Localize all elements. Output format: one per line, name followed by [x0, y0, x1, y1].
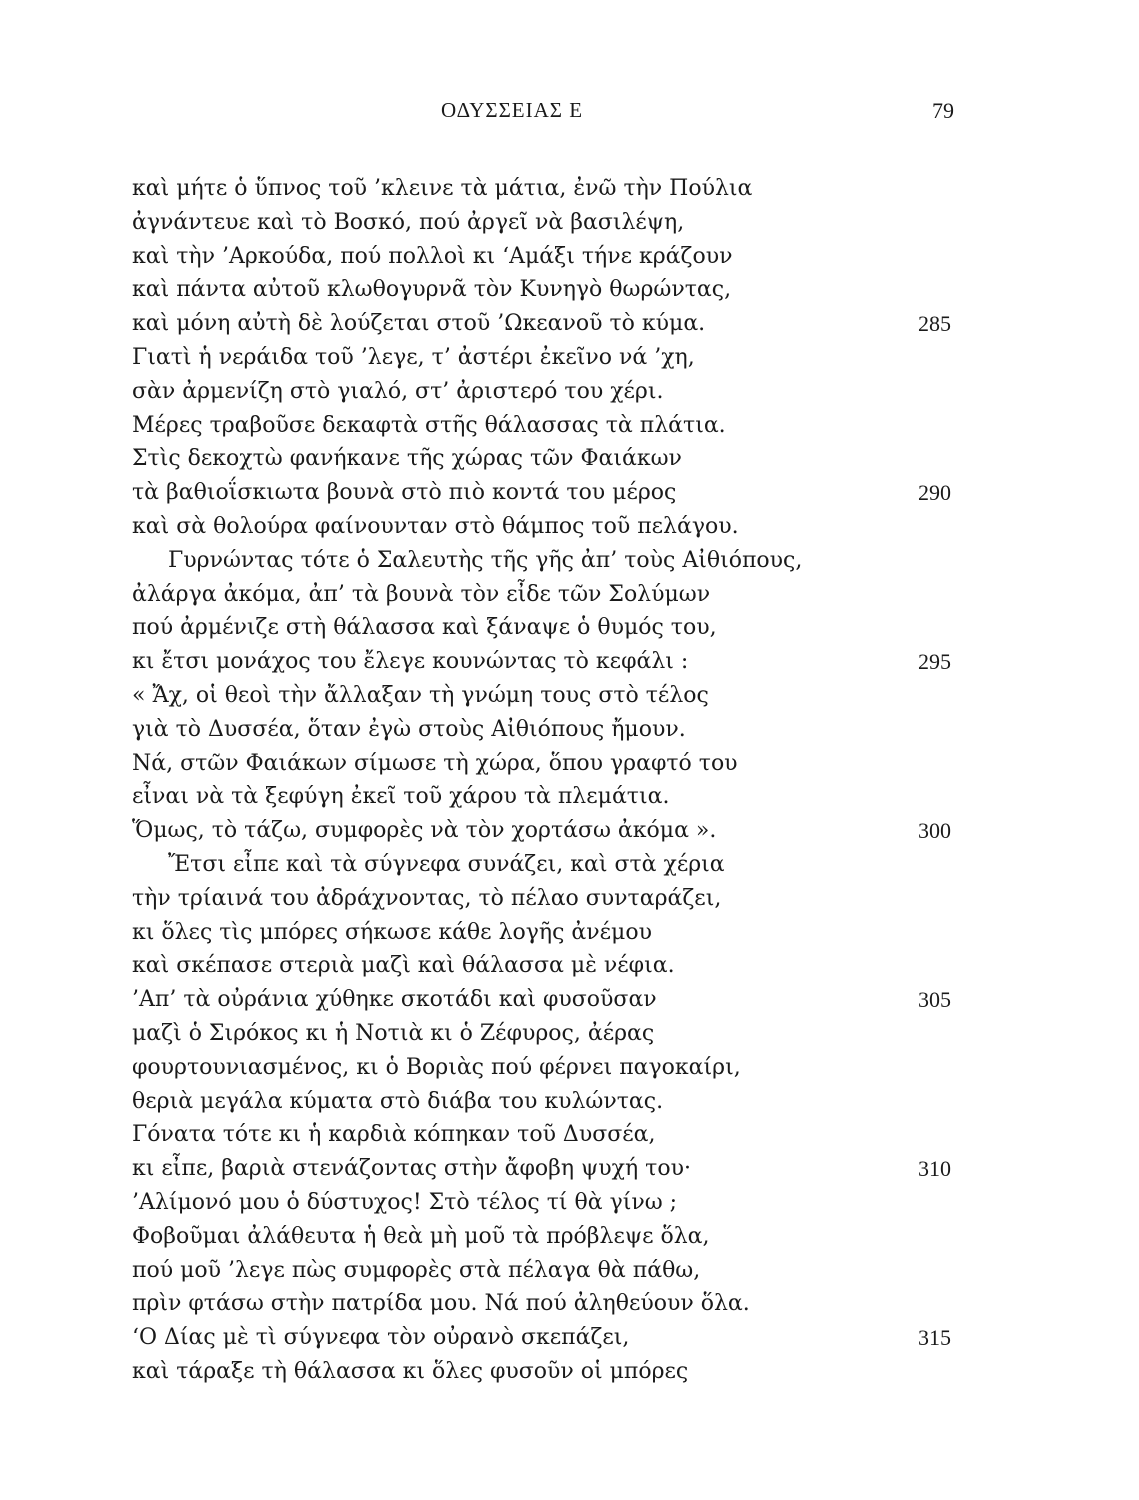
verse-line	[132, 1254, 982, 1288]
verse-text: ἀγνάντευε καὶ τὸ Βοσκό, πού ἀργεῖ νὰ βασιλέψη,	[132, 209, 685, 235]
verse-text: τὴν τρίαινά του ἀδράχνοντας, τὸ πέλαο συνταράζει,	[132, 885, 722, 911]
verse-line	[132, 341, 982, 375]
verse-line	[132, 713, 982, 747]
verse-text: ἀλάργα ἀκόμα, ἀπ’ τὰ βουνὰ τὸν εἶδε τῶν Σολύμων	[132, 581, 711, 607]
verse-line	[132, 409, 982, 443]
verse-text: καὶ τάραξε τὴ θάλασσα κι ὅλες φυσοῦν οἱ μπόρες	[132, 1358, 689, 1384]
verse-text: « Ἄχ, οἱ θεοὶ τὴν ἄλλαξαν τὴ γνώμη τους στὸ τέλος	[132, 682, 709, 708]
line-number: 300	[918, 818, 951, 844]
verse-text: ‘Ο Δίας μὲ τὶ σύγνεφα τὸν οὐρανὸ σκεπάζει,	[132, 1325, 630, 1351]
verse-text: κι εἶπε, βαριὰ στενάζοντας στὴν ἄφοβη ψυχή του·	[132, 1156, 691, 1182]
verse-text: πρὶν φτάσω στὴν πατρίδα μου. Νά πού ἀληθεύουν ὅλα.	[132, 1291, 750, 1317]
verse-text: καὶ μόνη αὐτὴ δὲ λούζεται στοῦ ’Ωκεανοῦ τὸ κύμα.	[132, 311, 706, 337]
verse-line	[132, 882, 982, 916]
verse-text: καὶ σκέπασε στεριὰ μαζὶ καὶ θάλασσα μὲ νέφια.	[132, 953, 675, 979]
verse-line	[132, 814, 982, 848]
verse-line	[132, 848, 982, 882]
line-number: 295	[918, 649, 951, 675]
verse-line	[132, 1220, 982, 1254]
verse-line	[132, 476, 982, 510]
verse-text: τὰ βαθιοΐσκιωτα βουνὰ στὸ πιὸ κοντά του μέρος	[132, 480, 677, 506]
verse-line	[132, 510, 982, 544]
verse-line	[132, 1287, 982, 1321]
verse-text: καὶ σὰ θολούρα φαίνουνταν στὸ θάμπος τοῦ πελάγου.	[132, 513, 739, 539]
verse-line	[132, 240, 982, 274]
verse-text: μαζὶ ὁ Σιρόκος κι ἡ Νοτιὰ κι ὁ Ζέφυρος, ἀέρας	[132, 1020, 655, 1046]
verse-text: κι ὅλες τὶς μπόρες σήκωσε κάθε λογῆς ἀνέμου	[132, 919, 652, 945]
verse-text: σὰν ἀρμενίζη στὸ γιαλό, στ’ ἀριστερό του χέρι.	[132, 378, 664, 404]
verse-line	[132, 949, 982, 983]
verse-text: καὶ μήτε ὁ ὕπνος τοῦ ’κλεινε τὰ μάτια, ἐνῶ τὴν Πούλια	[132, 176, 753, 201]
line-number: 315	[918, 1325, 951, 1351]
line-number: 305	[918, 987, 951, 1013]
verse-text: φουρτουνιασμένος, κι ὁ Βοριὰς πού φέρνει παγοκαίρι,	[132, 1054, 741, 1080]
running-title: ΟΔΥΣΣΕΙΑΣ Ε	[441, 98, 584, 122]
verse-line	[132, 206, 982, 240]
verse-line	[132, 1051, 982, 1085]
verse-text: κι ἔτσι μονάχος του ἔλεγε κουνώντας τὸ κεφάλι :	[132, 649, 689, 675]
verse-text: καὶ τὴν ’Αρκούδα, πού πολλοὶ κι ‘Αμάξι τήνε κράζουν	[132, 243, 733, 269]
verse-text: Μέρες τραβοῦσε δεκαφτὰ στῆς θάλασσας τὰ πλάτια.	[132, 412, 726, 438]
verse-line	[132, 375, 982, 409]
verse-text: ’Απ’ τὰ οὐράνια χύθηκε σκοτάδι καὶ φυσοῦσαν	[132, 987, 657, 1013]
verse-line	[132, 747, 982, 781]
verse-text: Γυρνώντας τότε ὁ Σαλευτὴς τῆς γῆς ἀπ’ τοὺς Αἰθιόπους,	[168, 547, 803, 573]
verse-text: πού μοῦ ’λεγε πὼς συμφορὲς στὰ πέλαγα θὰ πάθω,	[132, 1257, 701, 1283]
verse-line	[132, 1085, 982, 1119]
line-number: 290	[918, 480, 951, 506]
verse-block	[132, 172, 982, 1389]
verse-text: εἶναι νὰ τὰ ξεφύγη ἐκεῖ τοῦ χάρου τὰ πλεμάτια.	[132, 784, 670, 810]
verse-line	[132, 1152, 982, 1186]
verse-line	[132, 679, 982, 713]
verse-line	[132, 983, 982, 1017]
verse-text: πού ἀρμένιζε στὴ θάλασσα καὶ ξάναψε ὁ θυμός του,	[132, 615, 717, 641]
verse-text: Γόνατα τότε κι ἡ καρδιὰ κόπηκαν τοῦ Δυσσέα,	[132, 1122, 656, 1148]
verse-line	[132, 307, 982, 341]
verse-text: ’Αλίμονό μου ὁ δύστυχος! Στὸ τέλος τί θὰ γίνω ;	[132, 1189, 678, 1215]
verse-line	[132, 1321, 982, 1355]
verse-line	[132, 273, 982, 307]
verse-text: Φοβοῦμαι ἀλάθευτα ἡ θεὰ μὴ μοῦ τὰ πρόβλεψε ὅλα,	[132, 1223, 710, 1249]
verse-line	[132, 916, 982, 950]
verse-text: θεριὰ μεγάλα κύματα στὸ διάβα του κυλώντας.	[132, 1088, 664, 1114]
verse-line	[132, 578, 982, 612]
verse-line	[132, 172, 982, 206]
verse-line	[132, 442, 982, 476]
verse-text: Γιατὶ ἡ νεράιδα τοῦ ’λεγε, τ’ ἀστέρι ἐκεῖνο νά ’χη,	[132, 344, 695, 370]
verse-text: καὶ πάντα αὐτοῦ κλωθογυρνᾶ τὸν Κυνηγὸ θωρώντας,	[132, 277, 732, 303]
page-number: 79	[932, 98, 954, 123]
verse-line	[132, 544, 982, 578]
verse-line	[132, 645, 982, 679]
verse-text: Ὅμως, τὸ τάζω, συμφορὲς νὰ τὸν χορτάσω ἀκόμα ».	[132, 818, 717, 844]
verse-text: γιὰ τὸ Δυσσέα, ὅταν ἐγὼ στοὺς Αἰθιόπους ἤμουν.	[132, 716, 686, 742]
line-number: 310	[918, 1156, 951, 1182]
verse-line	[132, 1355, 982, 1389]
verse-line	[132, 1017, 982, 1051]
verse-text: Στὶς δεκοχτὼ φανήκανε τῆς χώρας τῶν Φαιάκων	[132, 446, 682, 472]
verse-line	[132, 1118, 982, 1152]
verse-text: Νά, στῶν Φαιάκων σίμωσε τὴ χώρα, ὅπου γραφτό του	[132, 750, 738, 776]
running-head	[0, 98, 1139, 128]
line-number: 285	[918, 311, 951, 337]
verse-line	[132, 611, 982, 645]
verse-line	[132, 780, 982, 814]
verse-line	[132, 1186, 982, 1220]
verse-text: Ἔτσι εἶπε καὶ τὰ σύγνεφα συνάζει, καὶ στὰ χέρια	[168, 851, 725, 877]
